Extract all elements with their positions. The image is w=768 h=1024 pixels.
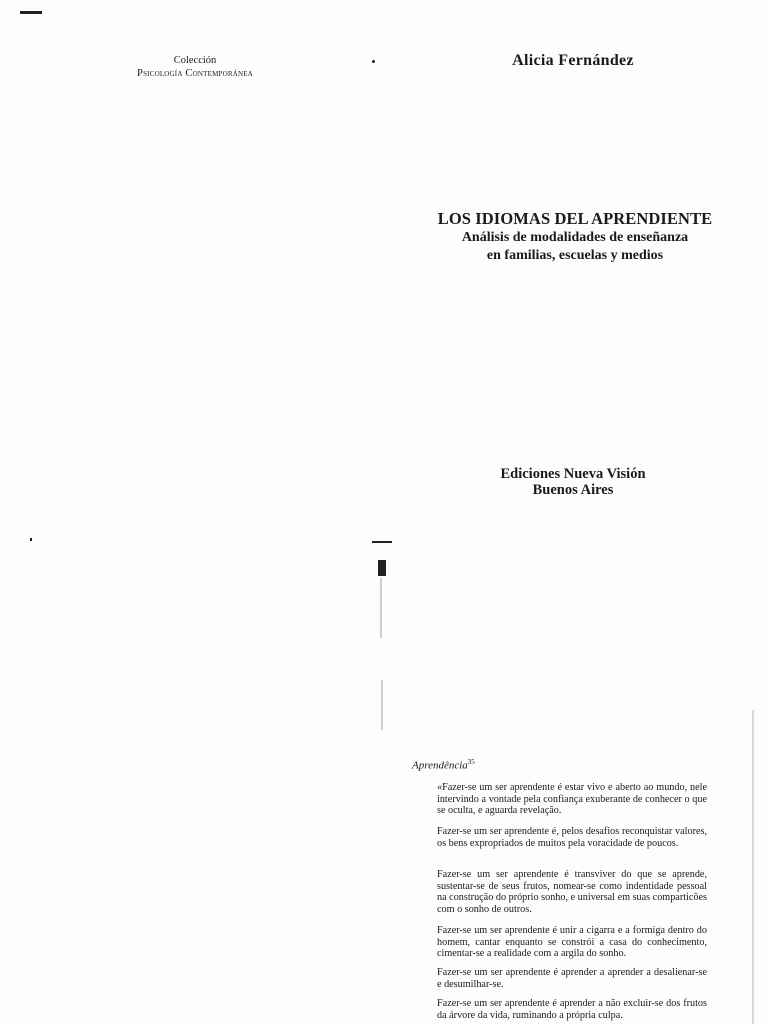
gutter-line-center [380,578,382,638]
scan-mark-top-left [20,11,42,14]
series-name: Psicología Contemporánea [137,68,253,79]
scan-dash-center [372,541,392,543]
epigraph-heading [412,758,475,772]
publisher-block [458,466,688,498]
epigraph-paragraph-3: Fazer-se um ser aprendente é transviver do que se aprende, sustentar-se de seus frutos, nomear-se como indentidade pessoal na construção do próprio sonho, e universal em suas comparticões com o sonho de outros. [437,869,707,915]
publisher-name: Ediciones Nueva Visión [500,466,646,482]
scan-dot [372,60,375,63]
footnote-ref: 35 [467,758,475,766]
edge-line-right [752,710,754,1024]
epigraph-paragraph-5: Fazer-se um ser aprendente é aprender a aprender a desalienar-se e desumilhar-se. [437,967,707,990]
book-subtitle-line-1: Análisis de modalidades de enseñanza [461,230,689,245]
epigraph-paragraph-6: Fazer-se um ser aprendente é aprender a não excluir-se dos frutos da árvore da vida, ruminando a própria culpa. [437,998,707,1021]
epigraph-paragraph-2: Fazer-se um ser aprendente é, pelos desafios reconquistar valores, os bens expropriados de muitos pela voracidade de poucos. [437,826,707,849]
book-subtitle-line-2: en familias, escuelas y medios [486,248,664,263]
collection-label: Colección [173,55,217,66]
publisher-city: Buenos Aires [532,482,614,498]
epigraph-paragraph-1: «Fazer-se um ser aprendente é estar vivo e aberto ao mundo, nele intervindo a vontade pela confiança exuberante de conhecer o que se oculta, e aguarda revelação. [437,782,707,817]
title-block [410,209,740,265]
epigraph-paragraph-4: Fazer-se um ser aprendente é unir a cigarra e a formiga dentro do homem, cantar enquanto se constrói a casa do conhecimento, cimentar-se a realidade com a argila do sonho. [437,925,707,960]
gutter-line-center-lower [381,680,383,730]
collection-caption [110,54,280,80]
epigraph-heading-text: Aprendência [412,759,468,772]
scan-dot-left [30,538,32,541]
author-name: Alicia Fernández [512,52,634,69]
book-title: LOS IDIOMAS DEL APRENDIENTE [437,209,713,228]
scan-notch-center [378,560,386,576]
